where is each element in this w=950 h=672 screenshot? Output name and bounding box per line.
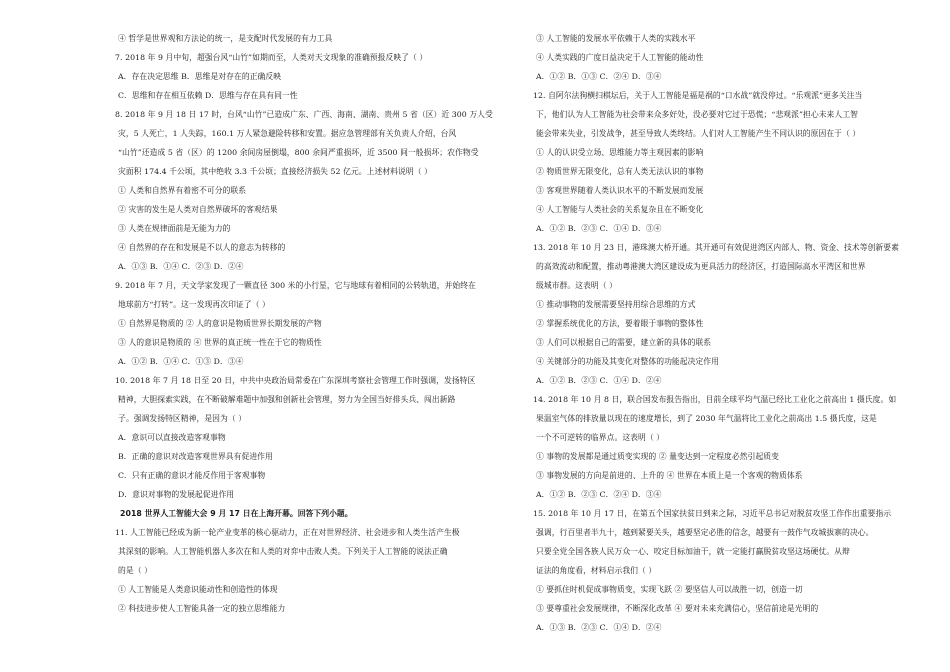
left-text-line: ③ 人类在规律面前是无能为力的 bbox=[118, 224, 231, 233]
left-text-line: “山竹”还造成 5 省（区）的 1200 余间房屋倒塌，800 余间严重损坏，近 3500 间一般损坏；农作物受 bbox=[118, 148, 479, 157]
right-text-line: ① 要抓住时机促成事物质变，实现飞跃 ② 要坚信人可以战胜一切，创造一切 bbox=[536, 585, 803, 594]
left-text-line: A．①② B．①④ C．①③ D．③④ bbox=[118, 357, 244, 366]
left-text-line: C．只有正确的意识才能反作用于客观事物 bbox=[118, 471, 266, 480]
right-text-line: 果温室气体的排放量以现在的速度增长，到了 2030 年气温将比工业化之前高出 1.5 摄氏度，这是 bbox=[536, 414, 877, 423]
left-text-line: ② 科技进步使人工智能具备一定的独立思维能力 bbox=[118, 604, 286, 613]
left-text-line: ② 灾害的发生是人类对自然界破坏的客观结果 bbox=[118, 205, 278, 214]
left-text-line: 9. 2018 年 7 月，天文学家发现了一颗直径 300 米的小行星，它与地球有着相同的公转轨道，并始终在 bbox=[115, 281, 476, 290]
right-text-line: ③ 人工智能的发展水平依赖于人类的实践水平 bbox=[536, 34, 696, 43]
right-text-line: ③ 人们可以根据自己的需要，建立新的具体的联系 bbox=[536, 338, 712, 347]
left-text-line: 8. 2018 年 9 月 18 日 17 时，台风“山竹”已造成广东、广西、海南、湖南、贵州 5 省（区）近 300 万人受 bbox=[115, 110, 493, 119]
left-text-line: A．存在决定思维 B．思维是对存在的正确反映 bbox=[118, 72, 282, 81]
left-text-line: 7. 2018 年 9 月中旬，超强台风“山竹”如期而至，人类对天文现象的准确预报反映了（ ） bbox=[115, 53, 428, 62]
right-text-line: 级城市群。这表明（ ） bbox=[536, 281, 617, 290]
left-text-line: 2018 世界人工智能大会 9 月 17 日在上海开幕。回答下列小题。 bbox=[120, 509, 353, 518]
right-text-line: 一个不可逆转的临界点。这表明（ ） bbox=[536, 433, 665, 442]
right-text-line: ① 推动事物的发展需要坚持用综合思维的方式 bbox=[536, 300, 696, 309]
left-text-line: 的是（ ） bbox=[118, 566, 152, 575]
right-text-line: ② 物质世界无限变化，总有人类无法认识的事物 bbox=[536, 167, 704, 176]
left-text-line: A．①③ B．①④ C．②③ D．②④ bbox=[118, 262, 244, 271]
left-text-line: ① 人工智能是人类意识能动性和创造性的体现 bbox=[118, 585, 278, 594]
left-text-line: 地球前方“打转”。这一发现再次印证了（ ） bbox=[118, 300, 270, 309]
right-text-line: A．①② B．②③ C．①④ D．②④ bbox=[536, 376, 662, 385]
right-text-line: ③ 事物发展的方向是前进的、上升的 ④ 世界在本质上是一个客观的物质体系 bbox=[536, 471, 803, 480]
left-text-line: A．意识可以直接改造客观事物 bbox=[118, 433, 226, 442]
left-text-line: 其深刻的影响。人工智能机器人多次在和人类的对弈中击败人类。下列关于人工智能的说法正确 bbox=[118, 547, 448, 556]
right-text-line: A．①② B．②③ C．②④ D．③④ bbox=[536, 490, 662, 499]
left-text-line: 10. 2018 年 7 月 18 日至 20 日，中共中央政治局常委在广东深圳考察社会管理工作时强调，发扬特区 bbox=[115, 376, 476, 385]
right-text-line: ③ 要尊重社会发展规律，不断深化改革 ④ 要对未来充满信心，坚信前途是光明的 bbox=[536, 604, 819, 613]
left-text-line: 精神，大胆探索实践，在不断破解难题中加强和创新社会管理，努力为全国当好排头兵、闯出新路 bbox=[118, 395, 456, 404]
left-text-line: ③ 人的意识是物质的 ④ 世界的真正统一性在于它的物质性 bbox=[118, 338, 322, 347]
right-text-line: ① 事物的发展都是通过质变实现的 ② 量变达到一定程度必然引起质变 bbox=[536, 452, 779, 461]
right-text-line: 15. 2018 年 10 月 17 日，在第五个国家扶贫日到来之际，习近平总书记对脱贫攻坚工作作出重要指示 bbox=[533, 509, 892, 518]
left-text-line: ① 人类和自然界有着密不可分的联系 bbox=[118, 186, 247, 195]
right-text-line: 14. 2018 年 10 月 8 日，联合国发布报告指出，目前全球平均气温已经比工业化之前高出 1 摄氏度。如 bbox=[533, 395, 897, 404]
right-text-line: ① 人的认识受立场、思维能力等主观因素的影响 bbox=[536, 148, 704, 157]
right-text-line: 的高效流动和配置，推动粤港澳大湾区建设成为更具活力的经济区，打造国际高水平湾区和世界 bbox=[536, 262, 866, 271]
right-text-line: 证法的角度看，材料启示我们（ ） bbox=[536, 566, 657, 575]
left-text-line: C．思维和存在相互依赖 D．思维与存在具有同一性 bbox=[118, 91, 298, 100]
left-text-line: D．意识对事物的发展起促进作用 bbox=[118, 490, 235, 499]
right-text-line: 12. 自阿尔法狗横扫棋坛后，关于人工智能是福是祸的“口水战”就没停过。“乐观派”更多关注当 bbox=[533, 91, 863, 100]
right-text-line: ④ 人工智能与人类社会的关系复杂且在不断变化 bbox=[536, 205, 704, 214]
left-text-line: 子。强调发扬特区精神，是因为（ ） bbox=[118, 414, 247, 423]
left-text-line: 灾，5 人死亡，1 人失踪，160.1 万人紧急避险转移和安置。据应急管理部有关负责人介绍，台风 bbox=[118, 129, 457, 138]
left-text-line: ① 自然界是物质的 ② 人的意识是物质世界长期发展的产物 bbox=[118, 319, 322, 328]
right-text-line: ④ 人类实践的广度日益决定于人工智能的能动性 bbox=[536, 53, 704, 62]
right-text-line: ④ 关键部分的功能及其变化对整体的功能起决定作用 bbox=[536, 357, 720, 366]
right-text-line: 强调，行百里者半九十，越到紧要关头，越要坚定必胜的信念，越要有一鼓作气攻城拔寨的决心。 bbox=[536, 528, 874, 537]
right-text-line: A．①② B．②③ C．①④ D．③④ bbox=[536, 224, 662, 233]
right-text-line: 能会带来失业，引发战争，甚至导致人类终结。人们对人工智能产生不同认识的原因在于（ ） bbox=[536, 129, 861, 138]
right-text-line: 只要全党全国各族人民万众一心、咬定目标加油干，就一定能打赢脱贫攻坚这场硬仗。从辩 bbox=[536, 547, 850, 556]
right-text-line: 13. 2018 年 10 月 23 日，港珠澳大桥开通。其开通可有效促进湾区内部人、物、资金、技术等创新要素 bbox=[533, 243, 899, 252]
left-text-line: ④ 哲学是世界观和方法论的统一，是支配时代发展的有力工具 bbox=[118, 34, 333, 43]
right-text-line: ③ 客观世界随着人类认识水平的不断发展而发展 bbox=[536, 186, 704, 195]
left-text-line: 11. 人工智能已经成为新一轮产业变革的核心驱动力，正在对世界经济、社会进步和人类生活产生极 bbox=[115, 528, 460, 537]
right-text-line: A．①② B．①③ C．②④ D．③④ bbox=[536, 72, 662, 81]
right-text-line: A．①③ B．②③ C．①④ D．②④ bbox=[536, 623, 662, 632]
right-text-line: 下，他们认为人工智能为社会带来众多好处，没必要对它过于恐慌；“悲观派”担心未来人工智 bbox=[536, 110, 858, 119]
left-text-line: B．正确的意识对改造客观世界具有促进作用 bbox=[118, 452, 273, 461]
right-text-line: ② 掌握系统优化的方法，要着眼于事物的整体性 bbox=[536, 319, 704, 328]
left-text-line: ④ 自然界的存在和发展是不以人的意志为转移的 bbox=[118, 243, 286, 252]
left-text-line: 灾面积 174.4 千公顷，其中绝收 3.3 千公顷；直接经济损失 52 亿元。上述材料说明（ ） bbox=[118, 167, 432, 176]
